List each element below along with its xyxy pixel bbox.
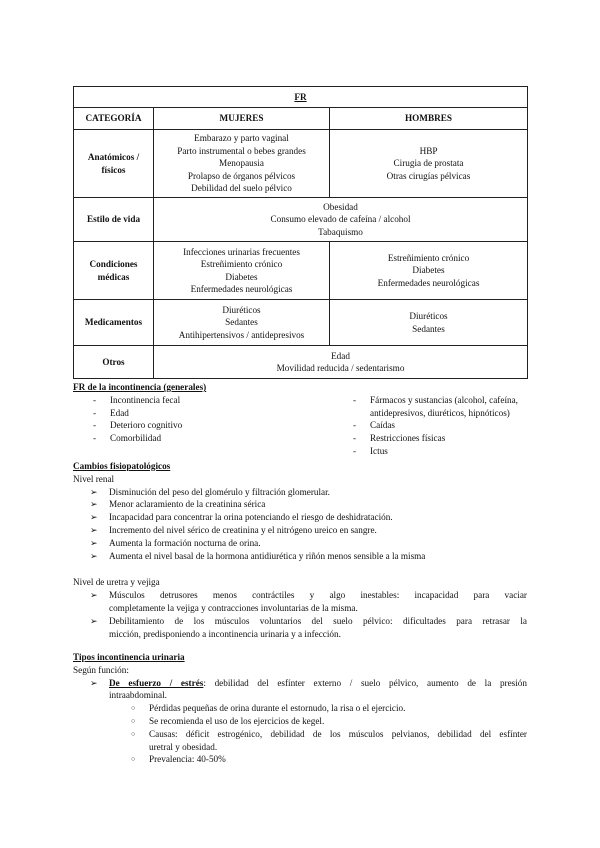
dash-bullet: - <box>93 394 97 405</box>
fr-general-section <box>73 381 533 460</box>
cell-line: Diuréticos <box>409 311 448 322</box>
header-men: HOMBRES <box>330 108 528 130</box>
cell-line: Diabetes <box>225 271 258 282</box>
cell-line: Embarazo y parto vaginal <box>194 133 289 144</box>
list-item-continuation: micción, predisponiendo a incontinencia urinaria y a infección. <box>109 628 341 639</box>
subsection-label: Nivel de uretra y vejiga <box>73 577 160 588</box>
arrow-bullet: ➢ <box>90 537 98 548</box>
sub-item-continuation: uretral y obesidad. <box>149 741 218 752</box>
medical-men <box>330 242 528 300</box>
header-category: CATEGORÍA <box>74 108 154 130</box>
dash-bullet: - <box>353 420 357 431</box>
cell-line: Estreñimiento crónico <box>200 259 283 270</box>
sub-item: Pérdidas pequeñas de orina durante el estornudo, la risa o el ejercicio. <box>149 703 406 714</box>
row-label-others: Otros <box>74 346 154 379</box>
circle-bullet: ○ <box>131 704 136 713</box>
row-label-anatomic: Anatómicos / físicos <box>74 130 154 198</box>
arrow-bullet: ➢ <box>90 512 98 523</box>
arrow-bullet: ➢ <box>90 550 98 561</box>
section-title: Cambios fisiopatológicos <box>73 461 171 471</box>
list-item: Aumenta el nivel basal de la hormona antidiurética y riñón menos sensible a la misma <box>109 550 426 561</box>
table-title: FR <box>74 87 528 108</box>
lifestyle-both <box>154 198 528 242</box>
cell-line: Parto instrumental o bebes grandes <box>177 145 306 156</box>
dash-bullet: - <box>93 407 97 418</box>
cell-line: Otras cirugías pélvicas <box>386 170 471 181</box>
list-item: Aumenta la formación nocturna de orina. <box>109 537 261 548</box>
list-item-continuation: antidepresivos, diuréticos, hipnóticos) <box>370 407 510 418</box>
sub-item: Causas: déficit estrogénico, debilidad de los músculos pelvianos, debilidad del esfínter <box>149 728 527 739</box>
arrow-bullet: ➢ <box>90 677 98 688</box>
medical-women <box>154 242 330 300</box>
list-item: Edad <box>110 407 129 418</box>
term-description: : debilidad del esfínter externo / suelo pélvico, aumento de la presión <box>203 677 527 688</box>
arrow-bullet: ➢ <box>90 524 98 535</box>
cell-line: Enfermedades neurológicas <box>377 277 480 288</box>
cell-line: Antihipertensivos / antidepresivos <box>178 329 305 340</box>
cell-line: Sedantes <box>412 323 445 334</box>
cell-line: Obesidad <box>323 201 358 212</box>
cell-line: Estreñimiento crónico <box>387 252 470 263</box>
cell-line: Tabaquismo <box>318 226 363 237</box>
cell-line: Enfermedades neurológicas <box>190 283 293 294</box>
list-item: Disminución del peso del glomérulo y filtración glomerular. <box>109 486 330 497</box>
cell-line: Sedantes <box>225 317 258 328</box>
dash-bullet: - <box>353 433 357 444</box>
arrow-bullet: ➢ <box>90 615 98 626</box>
dash-bullet: - <box>93 433 97 444</box>
tipos-section <box>73 651 533 766</box>
dash-bullet: - <box>353 394 357 405</box>
circle-bullet: ○ <box>131 755 136 764</box>
list-item: Incontinencia fecal <box>110 394 181 405</box>
row-label-meds: Medicamentos <box>74 300 154 346</box>
list-item: Incremento del nivel sérico de creatinina y el nitrógeno ureico en sangre. <box>109 524 377 535</box>
list-item-continuation: completamente la vejiga y contracciones involuntarias de la misma. <box>109 602 358 613</box>
cell-line: Prolapso de órganos pélvicos <box>187 170 296 181</box>
row-label-lifestyle: Estilo de vida <box>74 198 154 242</box>
circle-bullet: ○ <box>131 729 136 738</box>
list-item: Incapacidad para concentrar la orina potenciando el riesgo de deshidratación. <box>109 512 393 523</box>
list-item: Restricciones físicas <box>370 433 446 444</box>
fr-right-list <box>333 394 533 458</box>
arrow-bullet: ➢ <box>90 486 98 497</box>
cell-line: Infecciones urinarias frecuentes <box>183 246 300 257</box>
fr-left-list <box>73 394 313 445</box>
cambios-section <box>73 460 533 640</box>
cell-line: Cirugia de prostata <box>393 158 464 169</box>
list-item: Comorbilidad <box>110 433 162 444</box>
dash-bullet: - <box>93 420 97 431</box>
list-item: Fármacos y sustancias (alcohol, cafeína, <box>370 394 518 405</box>
meds-women <box>154 300 330 346</box>
dash-bullet: - <box>353 445 357 456</box>
section-title: Tipos incontinencia urinaria <box>73 652 185 662</box>
term-esfuerzo: De esfuerzo / estrés <box>109 677 204 688</box>
cell-line: Debilidad del suelo pélvico <box>191 183 292 194</box>
list-item: Deterioro cognitivo <box>110 420 183 431</box>
cell-line: Menopausia <box>219 158 264 169</box>
list-item: Músculos detrusores menos contráctiles y algo inestables: incapacidad para vaciar <box>109 590 527 601</box>
subsection-label: Según función: <box>73 664 129 675</box>
cell-line: Consumo elevado de cafeína / alcohol <box>270 214 411 225</box>
cell-line: Diabetes <box>412 265 445 276</box>
cell-line: Movilidad reducida / sedentarismo <box>276 363 405 373</box>
list-item: Caídas <box>370 420 396 431</box>
meds-men <box>330 300 528 346</box>
circle-bullet: ○ <box>131 716 136 725</box>
sub-item: Prevalencia: 40-50% <box>149 754 226 765</box>
row-label-medical: Condiciones médicas <box>74 242 154 300</box>
cell-line: Edad <box>331 350 350 361</box>
subsection-label: Nivel renal <box>73 473 115 484</box>
risk-factors-table <box>73 86 528 379</box>
sub-item: Se recomienda el uso de los ejercicios de kegel. <box>149 715 325 726</box>
cell-line: HBP <box>419 145 438 156</box>
list-item: Ictus <box>370 445 388 456</box>
cell-line: Diuréticos <box>222 304 261 315</box>
others-both <box>154 346 528 379</box>
arrow-bullet: ➢ <box>90 499 98 510</box>
list-item <box>109 677 527 689</box>
list-item-continuation: intraabdominal. <box>109 690 167 701</box>
list-item: Menor aclaramiento de la creatinina sérica <box>109 499 266 510</box>
anatomic-women <box>154 130 330 198</box>
section-title: FR de la incontinencia (generales) <box>73 382 207 392</box>
list-item: Debilitamiento de los músculos voluntarios del suelo pélvico: dificultades para retrasar la <box>109 615 527 626</box>
arrow-bullet: ➢ <box>90 590 98 601</box>
header-women: MUJERES <box>154 108 330 130</box>
anatomic-men <box>330 130 528 198</box>
